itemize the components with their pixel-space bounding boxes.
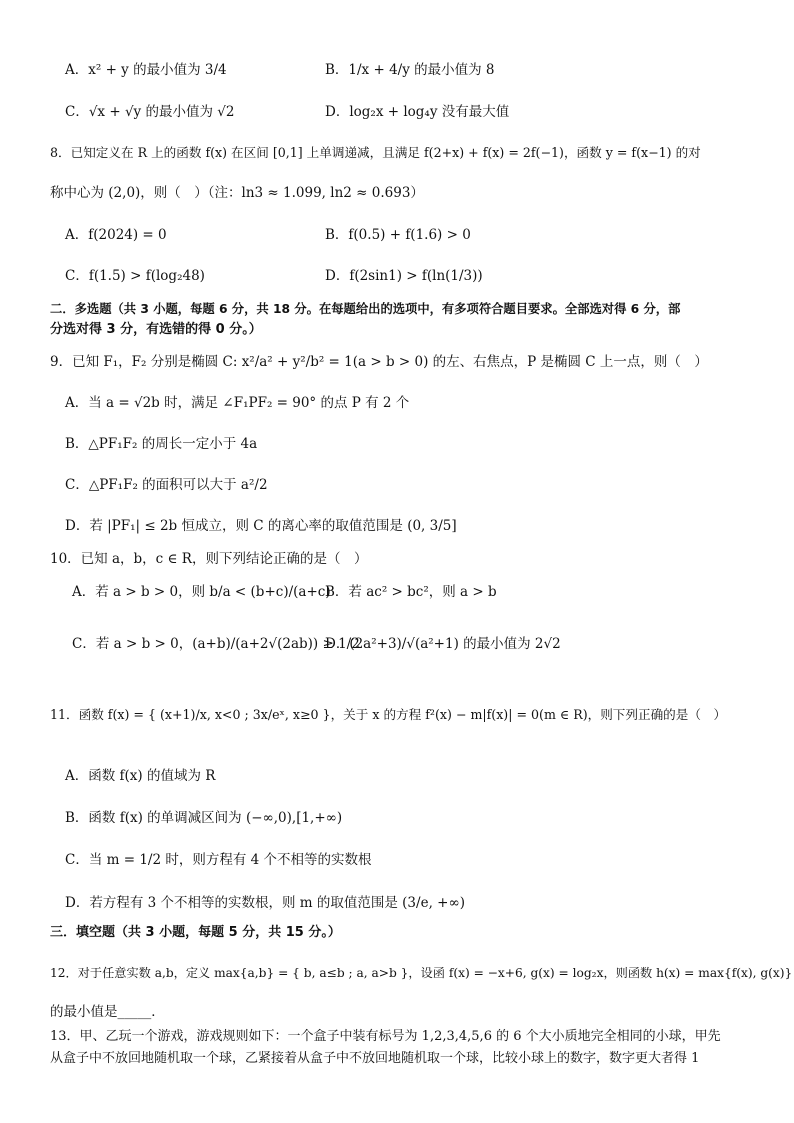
q12-stem-line2: 的最小值是_____．	[50, 1004, 165, 1020]
q9-stem: 9．已知 F₁，F₂ 分别是椭圆 C: x²/a² + y²/b² = 1(a > b > 0) 的左、右焦点，P 是椭圆 C 上一点，则（ ）	[50, 354, 708, 370]
q11-option-c[interactable]: C．当 m = 1/2 时，则方程有 4 个不相等的实数根	[65, 852, 372, 868]
q11-option-d[interactable]: D．若方程有 3 个不相等的实数根，则 m 的取值范围是 (3/e, +∞)	[65, 895, 465, 911]
q10-option-d[interactable]: D．(2a²+3)/√(a²+1) 的最小值为 2√2	[325, 636, 561, 652]
q8-stem-line1: 8．已知定义在 R 上的函数 f(x) 在区间 [0,1] 上单调递减，且满足 f(2+x) + f(x) = 2f(−1)，函数 y = f(x−1) 的对	[50, 145, 701, 160]
q10-option-b[interactable]: B．若 ac² > bc²，则 a > b	[325, 584, 497, 600]
q13-stem-line2: 从盒子中不放回地随机取一个球，乙紧接着从盒子中不放回地随机取一个球，比较小球上的数字，数字更大者得 1	[50, 1051, 700, 1066]
q8-stem-line2: 称中心为 (2,0)，则（ ）（注：ln3 ≈ 1.099, ln2 ≈ 0.693）	[50, 185, 424, 201]
q11-option-b[interactable]: B．函数 f(x) 的单调减区间为 (−∞,0),[1,+∞)	[65, 810, 343, 826]
section-multiple-choice-header-2: 分选对得 3 分，有选错的得 0 分。）	[50, 322, 262, 337]
q7-option-c[interactable]: C．√x + √y 的最小值为 √2	[65, 104, 235, 120]
q9-option-d[interactable]: D．若 |PF₁| ≤ 2b 恒成立，则 C 的离心率的取值范围是 (0, 3/5]	[65, 518, 457, 534]
q11-stem: 11．函数 f(x) = { (x+1)/x, x<0 ; 3x/eˣ, x≥0 }，关于 x 的方程 f²(x) − m|f(x)| = 0(m ∈ R)，则下列正确的是（ ）	[50, 707, 727, 722]
q10-option-a[interactable]: A．若 a > b > 0，则 b/a < (b+c)/(a+c)	[72, 584, 331, 600]
q11-option-a[interactable]: A．函数 f(x) 的值域为 R	[65, 768, 216, 784]
q8-option-a[interactable]: A．f(2024) = 0	[65, 227, 167, 243]
q8-option-b[interactable]: B．f(0.5) + f(1.6) > 0	[325, 227, 471, 243]
q10-stem: 10．已知 a，b，c ∈ R，则下列结论正确的是（ ）	[50, 551, 368, 567]
q7-option-a[interactable]: A．x² + y 的最小值为 3/4	[65, 62, 227, 78]
q13-stem-line1: 13．甲、乙玩一个游戏，游戏规则如下：一个盒子中装有标号为 1,2,3,4,5,6 的 6 个大小质地完全相同的小球，甲先	[50, 1029, 721, 1044]
q12-stem-line1: 12．对于任意实数 a,b，定义 max{a,b} = { b, a≤b ; a, a>b }，设函 f(x) = −x+6, g(x) = log₂x，则函数 h(x) = max{f(x), g(x)}	[50, 966, 793, 980]
section-fill-in-header: 三．填空题（共 3 小题，每题 5 分，共 15 分。）	[50, 925, 341, 940]
q9-option-b[interactable]: B．△PF₁F₂ 的周长一定小于 4a	[65, 436, 258, 452]
q10-option-c[interactable]: C．若 a > b > 0，(a+b)/(a+2√(2ab)) ≥ 1/2	[72, 636, 360, 652]
q9-option-c[interactable]: C．△PF₁F₂ 的面积可以大于 a²/2	[65, 477, 268, 493]
q7-option-b[interactable]: B．1/x + 4/y 的最小值为 8	[325, 62, 495, 78]
q8-option-d[interactable]: D．f(2sin1) > f(ln(1/3))	[325, 268, 483, 284]
q8-option-c[interactable]: C．f(1.5) > f(log₂48)	[65, 268, 205, 284]
section-multiple-choice-header-1: 二．多选题（共 3 小题，每题 6 分，共 18 分。在每题给出的选项中，有多项符合题目要求。全部选对得 6 分，部	[50, 302, 681, 316]
q7-option-d[interactable]: D．log₂x + log₄y 没有最大值	[325, 104, 510, 120]
q9-option-a[interactable]: A．当 a = √2b 时，满足 ∠F₁PF₂ = 90° 的点 P 有 2 个	[65, 395, 410, 411]
